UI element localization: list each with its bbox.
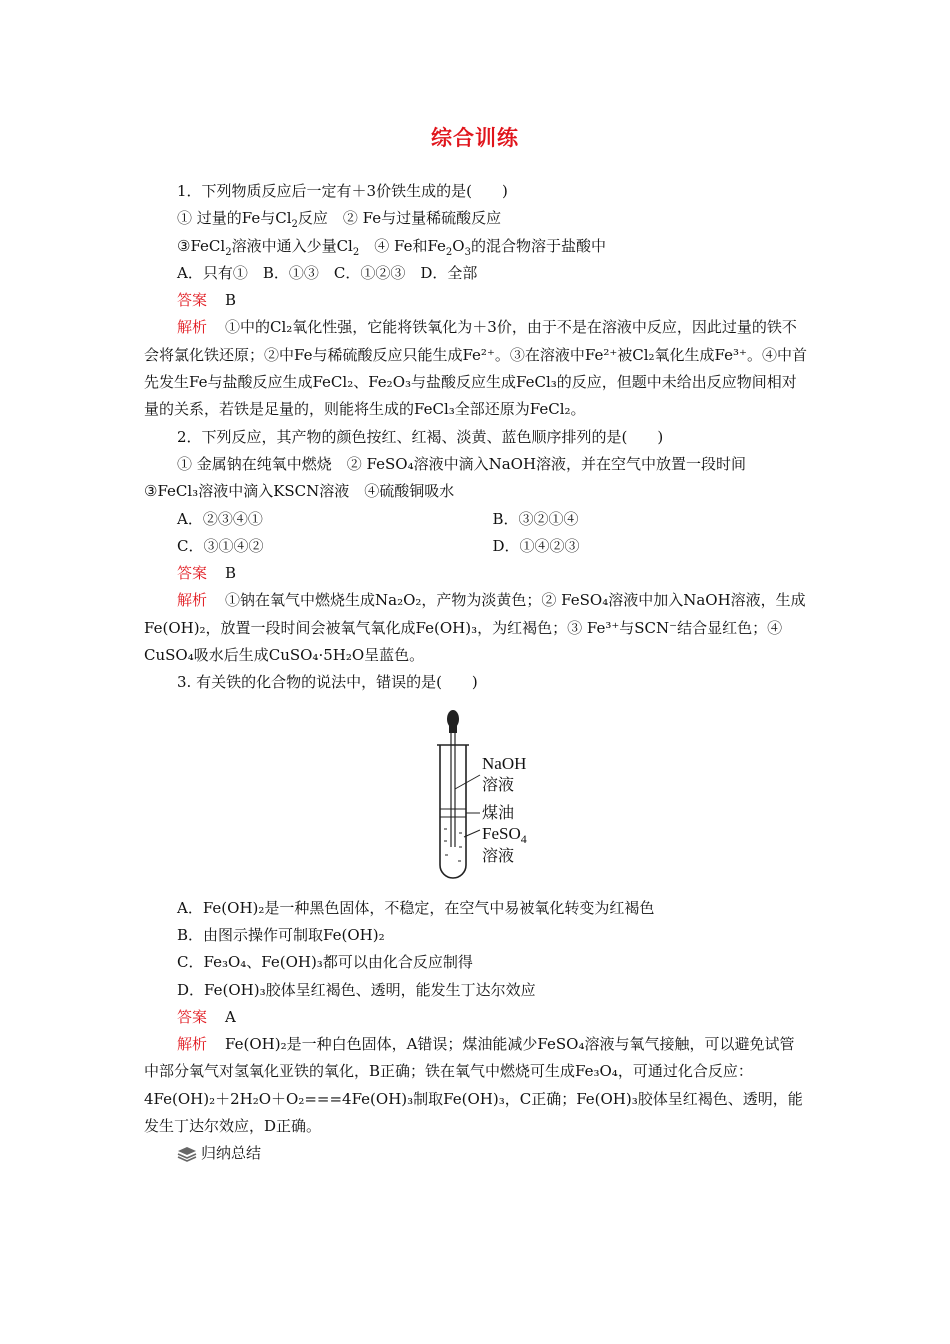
page-title: 综合训练 [431,125,519,150]
label-kerosene: 煤油 [482,802,515,822]
answer-label: 答案 [177,1007,208,1026]
q2-items-line2: ③FeCl₃溶液中滴入KSCN溶液 ④硫酸铜吸水 [144,482,455,501]
q3-option-b: B．由图示操作可制取Fe(OH)₂ [177,925,385,944]
q2-option-b: B．③②①④ [492,509,579,528]
answer-label: 答案 [177,291,208,310]
q1-answer: 答案 B [177,291,237,310]
analysis-label: 解析 [177,591,208,610]
q2-items-line1: ① 金属钠在纯氧中燃烧 ② FeSO₄溶液中滴入NaOH溶液，并在空气中放置一段时间 [177,454,747,473]
answer-label: 答案 [177,564,208,583]
test-tube-figure [144,697,808,895]
test-tube [440,745,466,878]
summary-heading [144,1140,808,1167]
label-solution-1: 溶液 [482,774,515,794]
label-feso4: FeSO$_4$ [482,823,527,846]
q1-items-line2: ③FeCl$_2$溶液中通入少量$Cl_2$ ④ Fe和$Fe_2O_3$的混合物溶于盐酸中 [177,236,606,258]
content [144,178,808,1168]
dropper-neck [449,725,457,733]
leader-naoh [455,775,480,789]
q1-analysis: 解析 ①中的Cl₂氧化性强，它能将铁氧化为＋3价，由于不是在溶液中反应，因此过量的铁不会将氯化铁还原；②中Fe与稀硫酸反应只能生成Fe²⁺。③在溶液中Fe²⁺被Cl₂氧化生成Fe³⁺。④中首先发生Fe与盐酸反应生成FeCl₂、Fe₂O₃与盐酸反应生成FeCl₃的反应，但题中未给出反应物间相对量的关系，若铁是足量的，则能将生成的FeCl₃全部还原为FeCl₂。 [144,318,807,419]
label-naoh: NaOH [482,753,527,773]
q3-option-d: D．Fe(OH)₃胶体呈红褐色、透明，能发生丁达尔效应 [177,980,536,999]
label-solution-2: 溶液 [482,845,515,865]
q2-options-row2 [144,533,808,560]
q3-answer: 答案 A [177,1007,236,1026]
q2-option-d: D．①④②③ [492,536,580,555]
q3-option-a: A．Fe(OH)₂是一种黑色固体，不稳定，在空气中易被氧化转变为红褐色 [177,898,655,917]
q1-stem: 1．下列物质反应后一定有＋3价铁生成的是( ) [177,182,508,200]
layers-icon [177,1146,197,1162]
q2-option-c: C．③①④② [177,536,264,555]
q3-stem: 3. 有关铁的化合物的说法中，错误的是( ) [177,673,478,692]
test-tube-diagram [428,697,578,887]
q2-analysis: 解析 ①钠在氧气中燃烧生成Na₂O₂，产物为淡黄色；② FeSO₄溶液中加入NaOH溶液，生成Fe(OH)₂，放置一段时间会被氧气氧化成Fe(OH)₃，为红褐色；③ Fe³⁺与SCN⁻结合显红色；④ CuSO₄吸水后生成CuSO₄·5H₂O呈蓝色。 [144,591,806,665]
q1-items-line1: ① 过量的Fe与$Cl_2$反应 ② Fe与过量稀硫酸反应 [177,209,502,231]
q2-option-a: A．②③④① [177,509,263,528]
q2-answer: 答案 B [177,564,237,583]
solution-marks [444,829,462,861]
analysis-label: 解析 [177,318,208,337]
q3-analysis: 解析 Fe(OH)₂是一种白色固体，A错误；煤油能减少FeSO₄溶液与氧气接触，可以避免试管中部分氧气对氢氧化亚铁的氧化，B正确；铁在氧气中燃烧可生成Fe₃O₄，可通过化合反应：4Fe(OH)₂＋2H₂O＋O₂===4Fe(OH)₃制取Fe(OH)₃，C正确；Fe(OH)₃胶体呈红褐色、透明，能发生丁达尔效应，D正确。 [144,1035,803,1136]
q2-stem: 2．下列反应，其产物的颜色按红、红褐、淡黄、蓝色顺序排列的是( ) [177,427,664,446]
q2-options-row1 [144,506,808,533]
summary-label: 归纳总结 [201,1144,262,1163]
analysis-label: 解析 [177,1035,208,1054]
q1-options: A．只有① B．①③ C．①②③ D．全部 [177,263,478,282]
q3-option-c: C．Fe₃O₄、Fe(OH)₃都可以由化合反应制得 [177,953,473,972]
